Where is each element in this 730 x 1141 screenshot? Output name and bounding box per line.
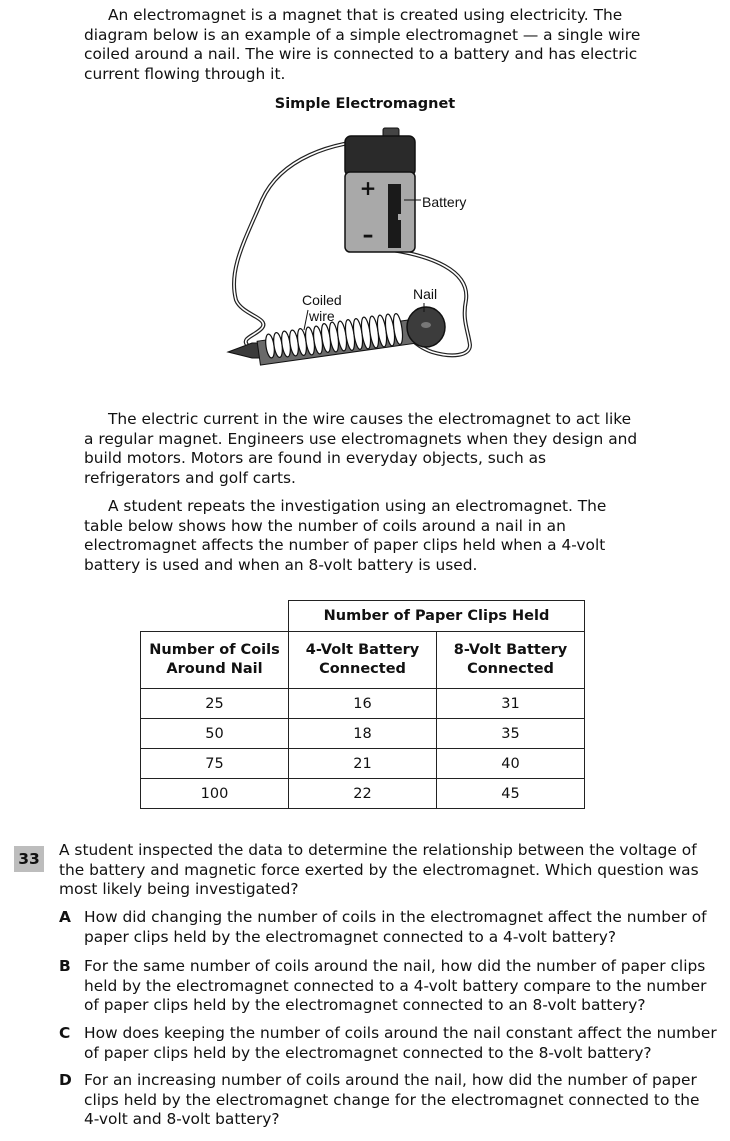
table-cell: 45 xyxy=(437,779,585,809)
option-text: For the same number of coils around the nail, how did the number of paper clips held by the electromagnet connected to a 4-volt battery compare to the number of paper clips held by the electromagnet connected to an 8-volt battery? xyxy=(84,957,707,1014)
answer-option-b[interactable] xyxy=(59,957,719,1016)
table-cell: 31 xyxy=(437,689,585,719)
option-letter: A xyxy=(59,908,71,926)
nail-label: Nail xyxy=(413,286,438,302)
table-row xyxy=(141,689,585,719)
option-letter: C xyxy=(59,1024,71,1042)
table-cell: 25 xyxy=(141,689,289,719)
table-cell: 40 xyxy=(437,749,585,779)
option-text: How did changing the number of coils in the electromagnet affect the number of paper clips held by the electromagnet connected to a 4-volt battery? xyxy=(84,908,707,946)
table-blank-corner xyxy=(141,601,289,632)
coiled-label-line1: Coiled xyxy=(302,292,342,308)
answer-option-a[interactable] xyxy=(59,908,719,947)
table-row xyxy=(141,719,585,749)
intro-paragraph-1: An electromagnet is a magnet that is created using electricity. The diagram below is an example of a simple electromagnet — a single wire coiled around a nail. The wire is connected to a battery and has electric current flowing through it. xyxy=(84,6,641,83)
table-cell: 16 xyxy=(289,689,437,719)
minus-sign: – xyxy=(362,223,374,248)
option-letter: D xyxy=(59,1071,72,1089)
intro-paragraph-2: The electric current in the wire causes the electromagnet to act like a regular magnet. Engineers use electromagnets when they design and build motors. Motors are found in everyday objects, such as refrigerators and golf carts. xyxy=(84,410,638,487)
battery xyxy=(345,128,415,252)
table-cell: 18 xyxy=(289,719,437,749)
option-text: For an increasing number of coils around the nail, how did the number of paper clips held by the electromagnet change for the electromagnet connected to the 4-volt and 8-volt battery? xyxy=(84,1071,700,1128)
electromagnet-diagram xyxy=(215,120,515,382)
table-row xyxy=(141,749,585,779)
table-header-4volt: 4-Volt Battery Connected xyxy=(289,632,437,689)
table-cell: 75 xyxy=(141,749,289,779)
question-number: 33 xyxy=(14,846,44,872)
figure-title: Simple Electromagnet xyxy=(274,96,456,112)
table-group-header: Number of Paper Clips Held xyxy=(289,601,585,632)
question-stem: A student inspected the data to determine the relationship between the voltage of the battery and magnetic force exerted by the electromagnet. Which question was most likely being investigated? xyxy=(59,841,699,898)
option-text: How does keeping the number of coils around the nail constant affect the number of paper clips held by the electromagnet connected to the 8-volt battery? xyxy=(84,1024,717,1062)
table-cell: 21 xyxy=(289,749,437,779)
answer-option-d[interactable] xyxy=(59,1071,719,1130)
table-row xyxy=(141,779,585,809)
plus-sign: + xyxy=(359,176,377,200)
battery-label: Battery xyxy=(422,194,467,210)
table-cell: 100 xyxy=(141,779,289,809)
answer-option-c[interactable] xyxy=(59,1024,719,1063)
table-cell: 35 xyxy=(437,719,585,749)
table-header-coils: Number of Coils Around Nail xyxy=(141,632,289,689)
table-cell: 22 xyxy=(289,779,437,809)
table-cell: 50 xyxy=(141,719,289,749)
paper-clips-table xyxy=(140,600,585,809)
intro-paragraph-3: A student repeats the investigation using an electromagnet. The table below shows how the number of coils around a nail in an electromagnet affects the number of paper clips held when a 4-volt battery is used and when an 8-volt battery is used. xyxy=(84,497,607,574)
table-header-8volt: 8-Volt Battery Connected xyxy=(437,632,585,689)
coiled-label-line2: wire xyxy=(309,308,335,324)
option-letter: B xyxy=(59,957,71,975)
